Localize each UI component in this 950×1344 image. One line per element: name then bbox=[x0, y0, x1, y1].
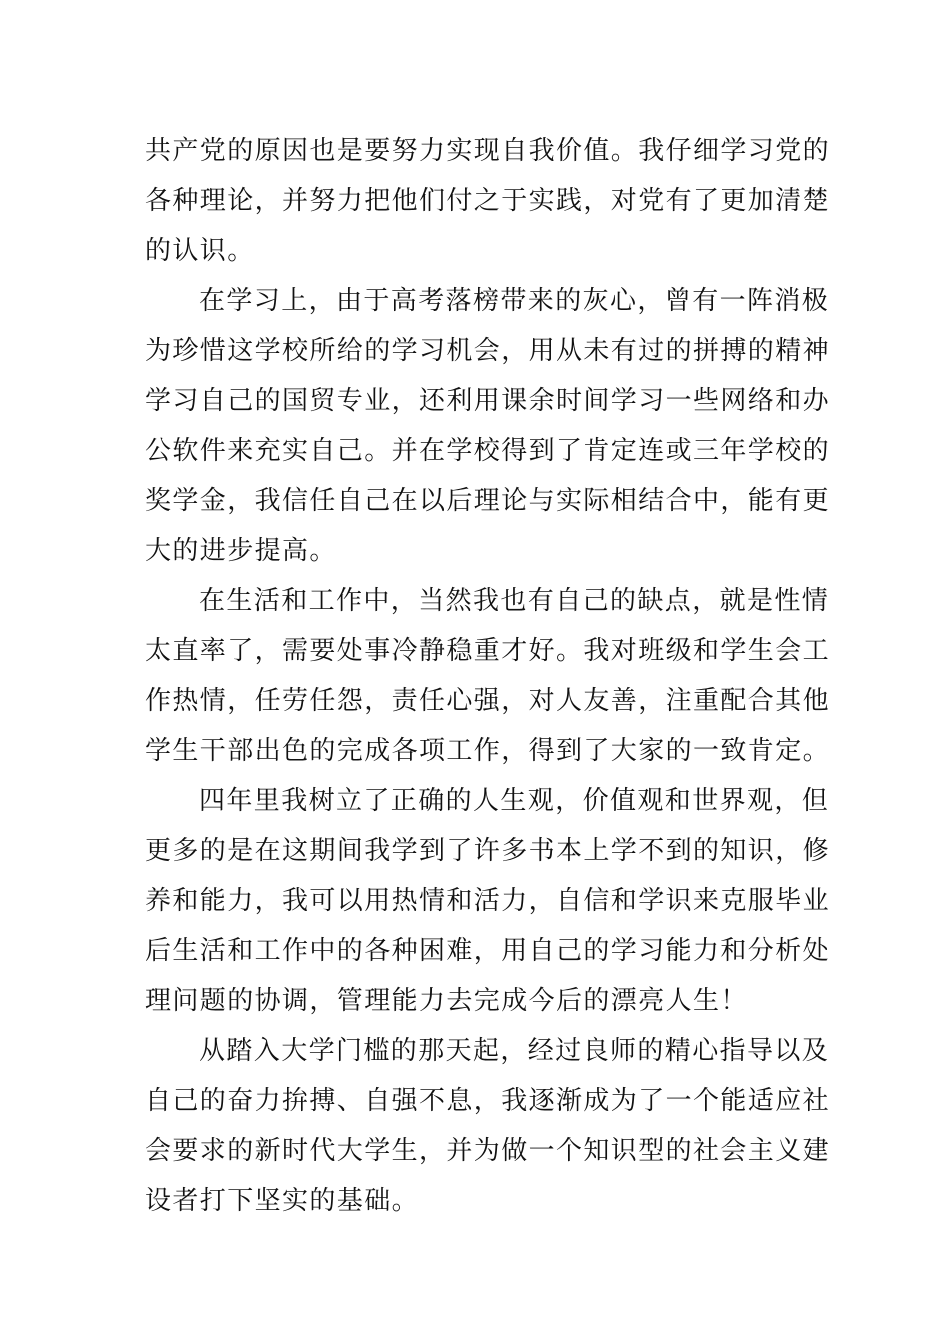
text-line: 公软件来充实自己。并在学校得到了肯定连或三年学校的 bbox=[145, 436, 831, 466]
text-line: 四年里我树立了正确的人生观，价值观和世界观，但 bbox=[199, 786, 830, 816]
text-line: 在生活和工作中，当然我也有自己的缺点，就是性情 bbox=[199, 586, 830, 616]
document-body bbox=[145, 126, 831, 1226]
text-line: 在学习上，由于高考落榜带来的灰心，曾有一阵消极 bbox=[199, 286, 830, 316]
text-line: 后生活和工作中的各种困难，用自己的学习能力和分析处 bbox=[145, 936, 831, 966]
paragraph-1 bbox=[145, 126, 831, 276]
text-line: 的认识。 bbox=[145, 236, 255, 266]
text-line: 学生干部出色的完成各项工作，得到了大家的一致肯定。 bbox=[145, 736, 831, 766]
text-line: 养和能力，我可以用热情和活力，自信和学识来克服毕业 bbox=[145, 886, 831, 916]
text-line: 学习自己的国贸专业，还利用课余时间学习一些网络和办 bbox=[145, 386, 831, 416]
text-line: 理问题的协调，管理能力去完成今后的漂亮人生！ bbox=[145, 986, 748, 1016]
text-line: 为珍惜这学校所给的学习机会，用从未有过的拼搏的精神 bbox=[145, 336, 831, 366]
text-line: 从踏入大学门槛的那天起，经过良师的精心指导以及 bbox=[199, 1036, 830, 1066]
paragraph-5 bbox=[145, 1026, 831, 1226]
text-line: 共产党的原因也是要努力实现自我价值。我仔细学习党的 bbox=[145, 136, 831, 166]
text-line: 设者打下坚实的基础。 bbox=[145, 1186, 420, 1216]
text-line: 太直率了，需要处事冷静稳重才好。我对班级和学生会工 bbox=[145, 636, 831, 666]
text-line: 奖学金，我信任自己在以后理论与实际相结合中，能有更 bbox=[145, 486, 831, 516]
text-line: 作热情，任劳任怨，责任心强，对人友善，注重配合其他 bbox=[145, 686, 831, 716]
text-line: 大的进步提高。 bbox=[145, 536, 337, 566]
text-line: 更多的是在这期间我学到了许多书本上学不到的知识，修 bbox=[145, 836, 831, 866]
text-line: 自己的奋力拚搏、自强不息，我逐渐成为了一个能适应社 bbox=[145, 1086, 831, 1116]
text-line: 会要求的新时代大学生，并为做一个知识型的社会主义建 bbox=[145, 1136, 831, 1166]
paragraph-2 bbox=[145, 276, 831, 576]
paragraph-3 bbox=[145, 576, 831, 776]
paragraph-4 bbox=[145, 776, 831, 1026]
text-line: 各种理论，并努力把他们付之于实践，对党有了更加清楚 bbox=[145, 186, 831, 216]
